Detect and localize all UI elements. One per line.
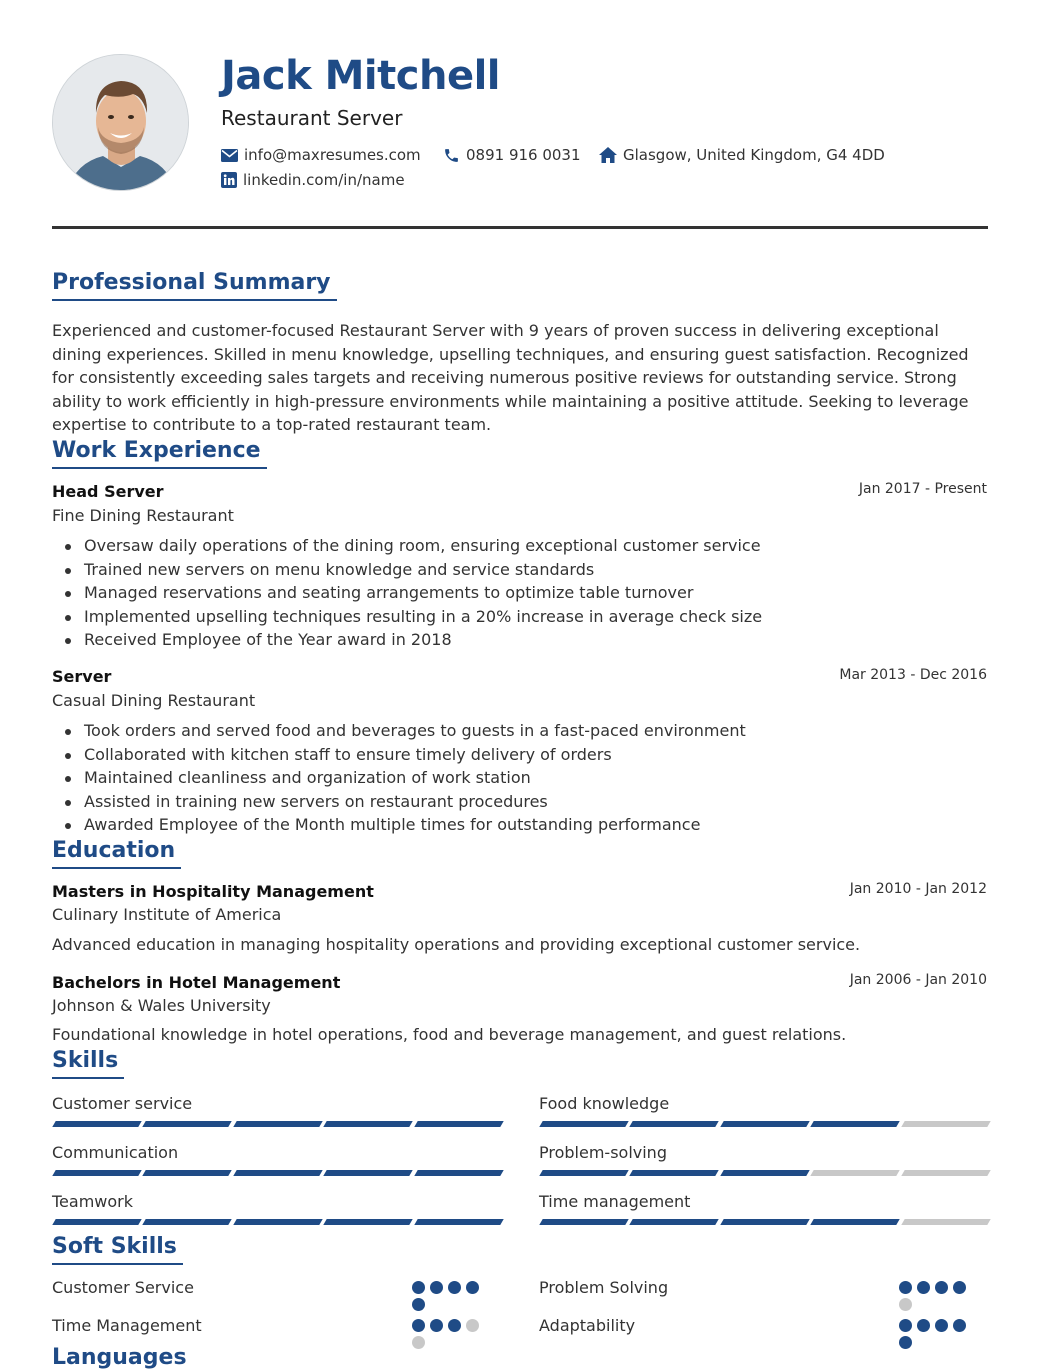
soft-skill-dot <box>412 1319 425 1332</box>
linkedin-text: linkedin.com/in/name <box>243 171 405 189</box>
skill-level-segment <box>630 1170 720 1176</box>
phone-icon <box>443 147 460 164</box>
skill-level-segment <box>323 1121 413 1127</box>
skill-name: Teamwork <box>52 1192 134 1211</box>
skill-level-segment <box>539 1170 629 1176</box>
education-dates: Jan 2010 - Jan 2012 <box>849 881 987 897</box>
job-bullet: Collaborated with kitchen staff to ensure timely delivery of orders <box>52 743 982 767</box>
home-icon <box>599 147 617 163</box>
skill-level-segment <box>810 1219 900 1225</box>
skill-level-segment <box>52 1121 142 1127</box>
job-bullet: Implemented upselling techniques resulting in a 20% increase in average check size <box>52 605 982 629</box>
skill-level-segment <box>414 1219 504 1225</box>
summary-text: Experienced and customer-focused Restaurant Server with 9 years of proven success in delivering exceptional dining experiences. Skilled in menu knowledge, upselling techniques, and ensuring guest satisfaction. Recognized for consistently exceeding sales targets and receiving numerous positive reviews for outstanding service. Strong ability to work efficiently in high-pressure environments while maintaining a positive attitude. Seeking to leverage expertise to contribute to a top-rated restaurant team. <box>52 321 969 434</box>
soft-skill-dot <box>935 1319 948 1332</box>
phone-text: 0891 916 0031 <box>466 146 581 164</box>
envelope-icon <box>221 149 238 162</box>
soft-skill-dot <box>953 1319 966 1332</box>
soft-skill-dot <box>412 1281 425 1294</box>
education-description: Advanced education in managing hospitality operations and providing exceptional customer service. <box>52 935 861 954</box>
soft-skill-rating <box>412 1281 488 1311</box>
education-degree: Masters in Hospitality Management <box>52 882 374 901</box>
skill-name: Communication <box>52 1143 179 1162</box>
skill-level-segment <box>233 1121 323 1127</box>
skill-level-segment <box>143 1170 233 1176</box>
candidate-name: Jack Mitchell <box>221 53 500 99</box>
skill-name: Time management <box>539 1192 691 1211</box>
skill-level-bar <box>541 1219 989 1225</box>
education-dates: Jan 2006 - Jan 2010 <box>849 972 987 988</box>
education-degree: Bachelors in Hotel Management <box>52 973 341 992</box>
skill-level-segment <box>630 1219 720 1225</box>
skill-level-bar <box>541 1121 989 1127</box>
skill-level-bar <box>541 1170 989 1176</box>
job-dates: Jan 2017 - Present <box>858 481 987 497</box>
skill-level-bar <box>54 1219 502 1225</box>
soft-skill-dot <box>899 1319 912 1332</box>
job-bullets <box>52 719 982 837</box>
job-bullet: Trained new servers on menu knowledge and service standards <box>52 558 982 582</box>
skill-name: Food knowledge <box>539 1094 670 1113</box>
job-bullet: Took orders and served food and beverages to guests in a fast-paced environment <box>52 719 982 743</box>
profile-photo-illustration <box>53 55 189 191</box>
skill-level-segment <box>323 1170 413 1176</box>
skill-level-segment <box>901 1121 991 1127</box>
skill-level-segment <box>810 1170 900 1176</box>
soft-skill-dot <box>412 1298 425 1311</box>
soft-skill-dot <box>899 1298 912 1311</box>
job-bullet: Managed reservations and seating arrangements to optimize table turnover <box>52 581 982 605</box>
skill-level-bar <box>54 1170 502 1176</box>
section-title-experience: Work Experience <box>52 437 267 469</box>
skill-name: Customer service <box>52 1094 193 1113</box>
job-title: Head Server <box>52 482 164 501</box>
job-dates: Mar 2013 - Dec 2016 <box>839 667 987 683</box>
soft-skill-name: Time Management <box>52 1316 202 1335</box>
skill-level-segment <box>143 1219 233 1225</box>
soft-skill-name: Problem Solving <box>539 1278 669 1297</box>
job-company: Fine Dining Restaurant <box>52 506 234 525</box>
skill-level-segment <box>720 1121 810 1127</box>
address-text: Glasgow, United Kingdom, G4 4DD <box>623 146 885 164</box>
soft-skill-dot <box>935 1281 948 1294</box>
soft-skill-dot <box>430 1281 443 1294</box>
skill-level-segment <box>810 1121 900 1127</box>
job-bullet: Awarded Employee of the Month multiple times for outstanding performance <box>52 813 982 837</box>
skill-level-segment <box>323 1219 413 1225</box>
job-bullets <box>52 534 982 652</box>
soft-skill-dot <box>899 1281 912 1294</box>
skill-level-segment <box>901 1219 991 1225</box>
skill-level-segment <box>52 1219 142 1225</box>
skill-level-segment <box>539 1219 629 1225</box>
education-school: Johnson & Wales University <box>52 996 271 1015</box>
skill-level-segment <box>720 1219 810 1225</box>
soft-skill-dot <box>448 1319 461 1332</box>
job-bullet: Received Employee of the Year award in 2018 <box>52 628 982 652</box>
soft-skill-dot <box>430 1319 443 1332</box>
skill-level-segment <box>720 1170 810 1176</box>
section-title-soft-skills: Soft Skills <box>52 1233 183 1265</box>
soft-skill-dot <box>466 1281 479 1294</box>
contact-linkedin[interactable] <box>221 169 405 191</box>
soft-skill-name: Adaptability <box>539 1316 636 1335</box>
skill-level-bar <box>54 1121 502 1127</box>
education-school: Culinary Institute of America <box>52 905 282 924</box>
skill-level-segment <box>630 1121 720 1127</box>
job-title: Server <box>52 667 112 686</box>
soft-skill-rating <box>899 1319 975 1349</box>
job-company: Casual Dining Restaurant <box>52 691 256 710</box>
contact-address <box>599 144 885 166</box>
soft-skill-rating <box>412 1319 488 1349</box>
linkedin-icon <box>221 172 237 188</box>
soft-skill-dot <box>917 1281 930 1294</box>
candidate-title: Restaurant Server <box>221 106 403 130</box>
skill-level-segment <box>233 1219 323 1225</box>
skill-level-segment <box>539 1121 629 1127</box>
skill-level-segment <box>901 1170 991 1176</box>
email-text: info@maxresumes.com <box>244 146 421 164</box>
job-bullet: Assisted in training new servers on restaurant procedures <box>52 790 982 814</box>
job-bullet: Maintained cleanliness and organization of work station <box>52 766 982 790</box>
skill-level-segment <box>414 1121 504 1127</box>
header-divider <box>52 226 988 229</box>
section-title-languages: Languages <box>52 1344 193 1372</box>
soft-skill-rating <box>899 1281 975 1311</box>
contact-phone[interactable] <box>443 144 581 166</box>
job-bullet: Oversaw daily operations of the dining room, ensuring exceptional customer service <box>52 534 982 558</box>
soft-skill-dot <box>899 1336 912 1349</box>
soft-skill-dot <box>466 1319 479 1332</box>
section-title-skills: Skills <box>52 1047 124 1079</box>
skill-level-segment <box>143 1121 233 1127</box>
soft-skill-dot <box>953 1281 966 1294</box>
contact-email[interactable] <box>221 144 421 166</box>
education-description: Foundational knowledge in hotel operations, food and beverage management, and guest relations. <box>52 1025 847 1044</box>
soft-skill-dot <box>917 1319 930 1332</box>
soft-skill-name: Customer Service <box>52 1278 194 1297</box>
section-title-education: Education <box>52 837 181 869</box>
skill-level-segment <box>52 1170 142 1176</box>
profile-photo <box>52 54 189 191</box>
skill-name: Problem-solving <box>539 1143 667 1162</box>
skill-level-segment <box>233 1170 323 1176</box>
soft-skill-dot <box>412 1336 425 1349</box>
skill-level-segment <box>414 1170 504 1176</box>
soft-skill-dot <box>448 1281 461 1294</box>
section-title-summary: Professional Summary <box>52 269 337 301</box>
